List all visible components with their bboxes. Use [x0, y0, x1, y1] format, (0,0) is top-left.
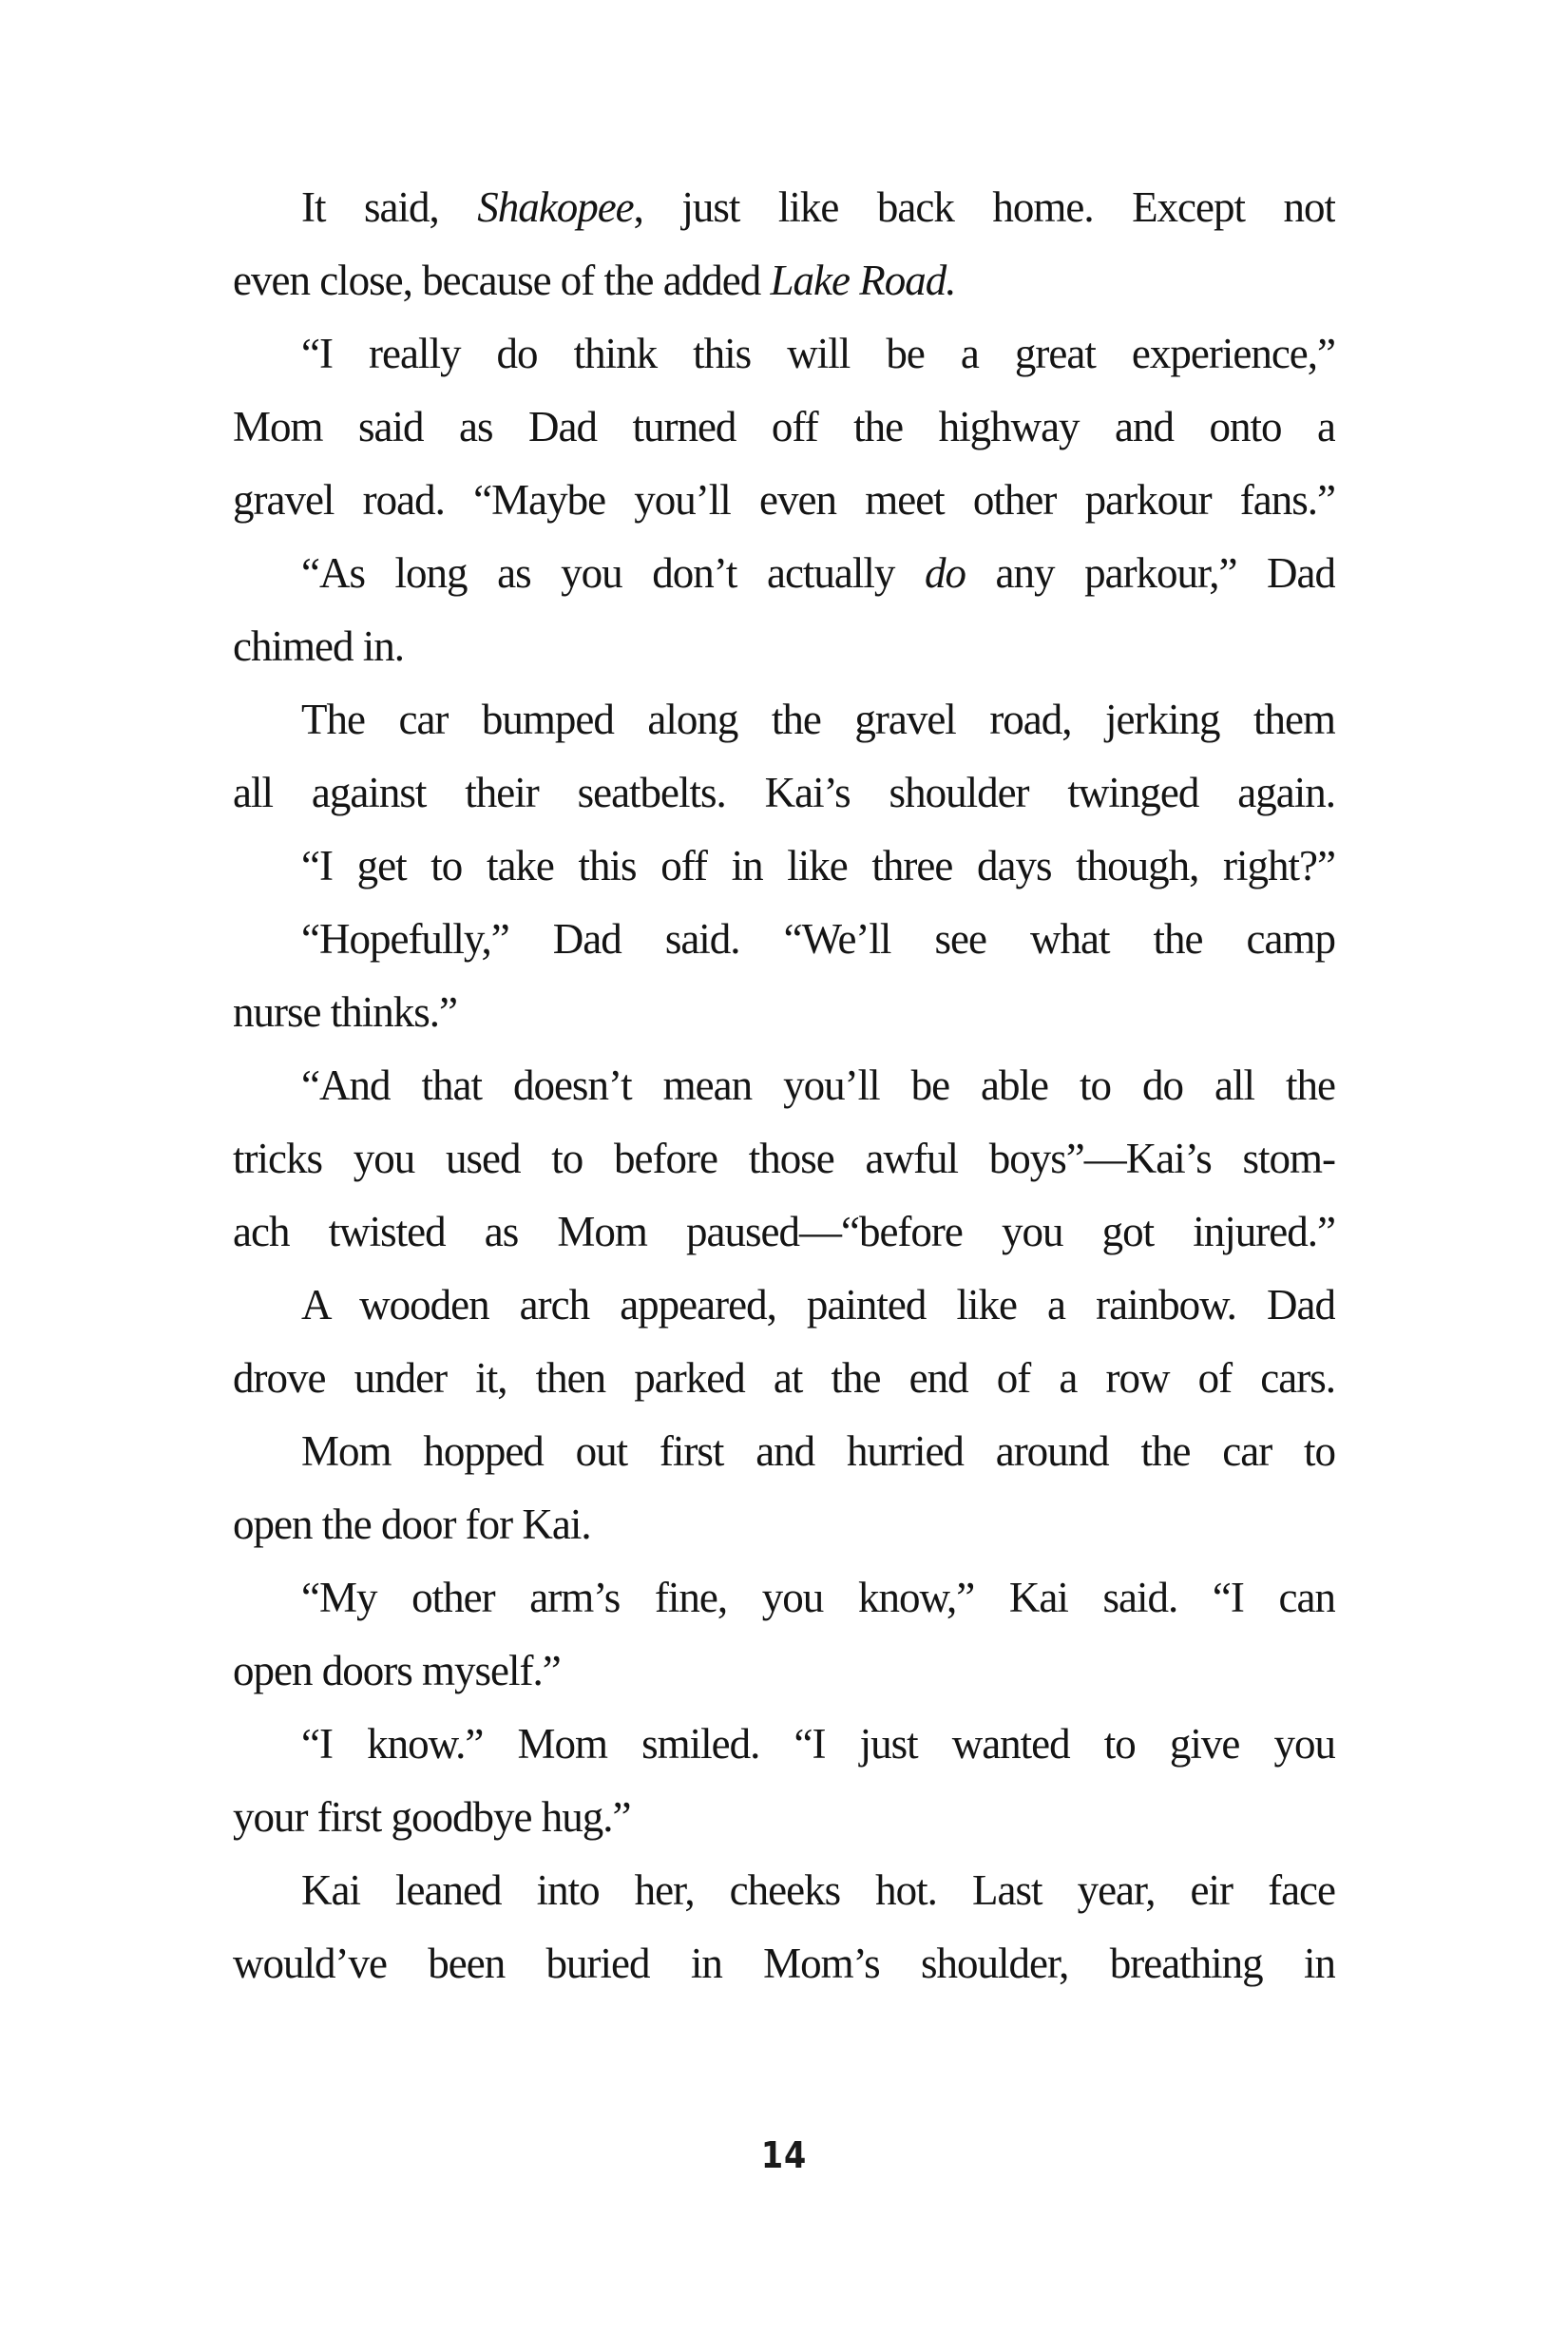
text-line: Mom hopped out first and hurried around the car to — [301, 1427, 1335, 1475]
text-line: The car bumped along the gravel road, jerking them — [301, 696, 1335, 743]
text-line: “As long as you don’t actually do any parkour,” Dad — [301, 549, 1335, 597]
text-line: gravel road. “Maybe you’ll even meet other parkour fans.” — [233, 476, 1335, 524]
page-number: 14 — [760, 2134, 808, 2176]
text-line: Mom said as Dad turned off the highway and onto a — [233, 403, 1335, 450]
text-line: “And that doesn’t mean you’ll be able to do all the — [301, 1061, 1335, 1109]
text-line: chimed in. — [233, 622, 404, 670]
text-line: tricks you used to before those awful boys”—Kai’s stom- — [233, 1135, 1335, 1182]
text-line: ach twisted as Mom paused—“before you got injured.” — [233, 1208, 1335, 1255]
text-line: open the door for Kai. — [233, 1501, 591, 1548]
text-line: all against their seatbelts. Kai’s shoulder twinged again. — [233, 769, 1335, 816]
text-line: A wooden arch appeared, painted like a rainbow. Dad — [301, 1281, 1335, 1329]
text-line: “Hopefully,” Dad said. “We’ll see what the camp — [301, 915, 1335, 963]
text-line: “I get to take this off in like three days though, right?” — [301, 842, 1335, 889]
text-line: “I know.” Mom smiled. “I just wanted to give you — [301, 1720, 1335, 1768]
text-line: your first goodbye hug.” — [233, 1793, 631, 1841]
body-text — [233, 171, 1335, 2000]
text-line: Kai leaned into her, cheeks hot. Last year, eir face — [301, 1866, 1335, 1914]
text-line: “My other arm’s fine, you know,” Kai said. “I can — [301, 1574, 1335, 1621]
text-line: drove under it, then parked at the end of a row of cars. — [233, 1354, 1335, 1402]
text-line: nurse thinks.” — [233, 988, 457, 1036]
text-line: open doors myself.” — [233, 1647, 561, 1694]
text-line: “I really do think this will be a great experience,” — [301, 330, 1335, 377]
text-line: even close, because of the added Lake Road. — [233, 257, 956, 304]
text-line: It said, Shakopee, just like back home. Except not — [301, 183, 1335, 231]
text-line: would’ve been buried in Mom’s shoulder, breathing in — [233, 1940, 1335, 1987]
